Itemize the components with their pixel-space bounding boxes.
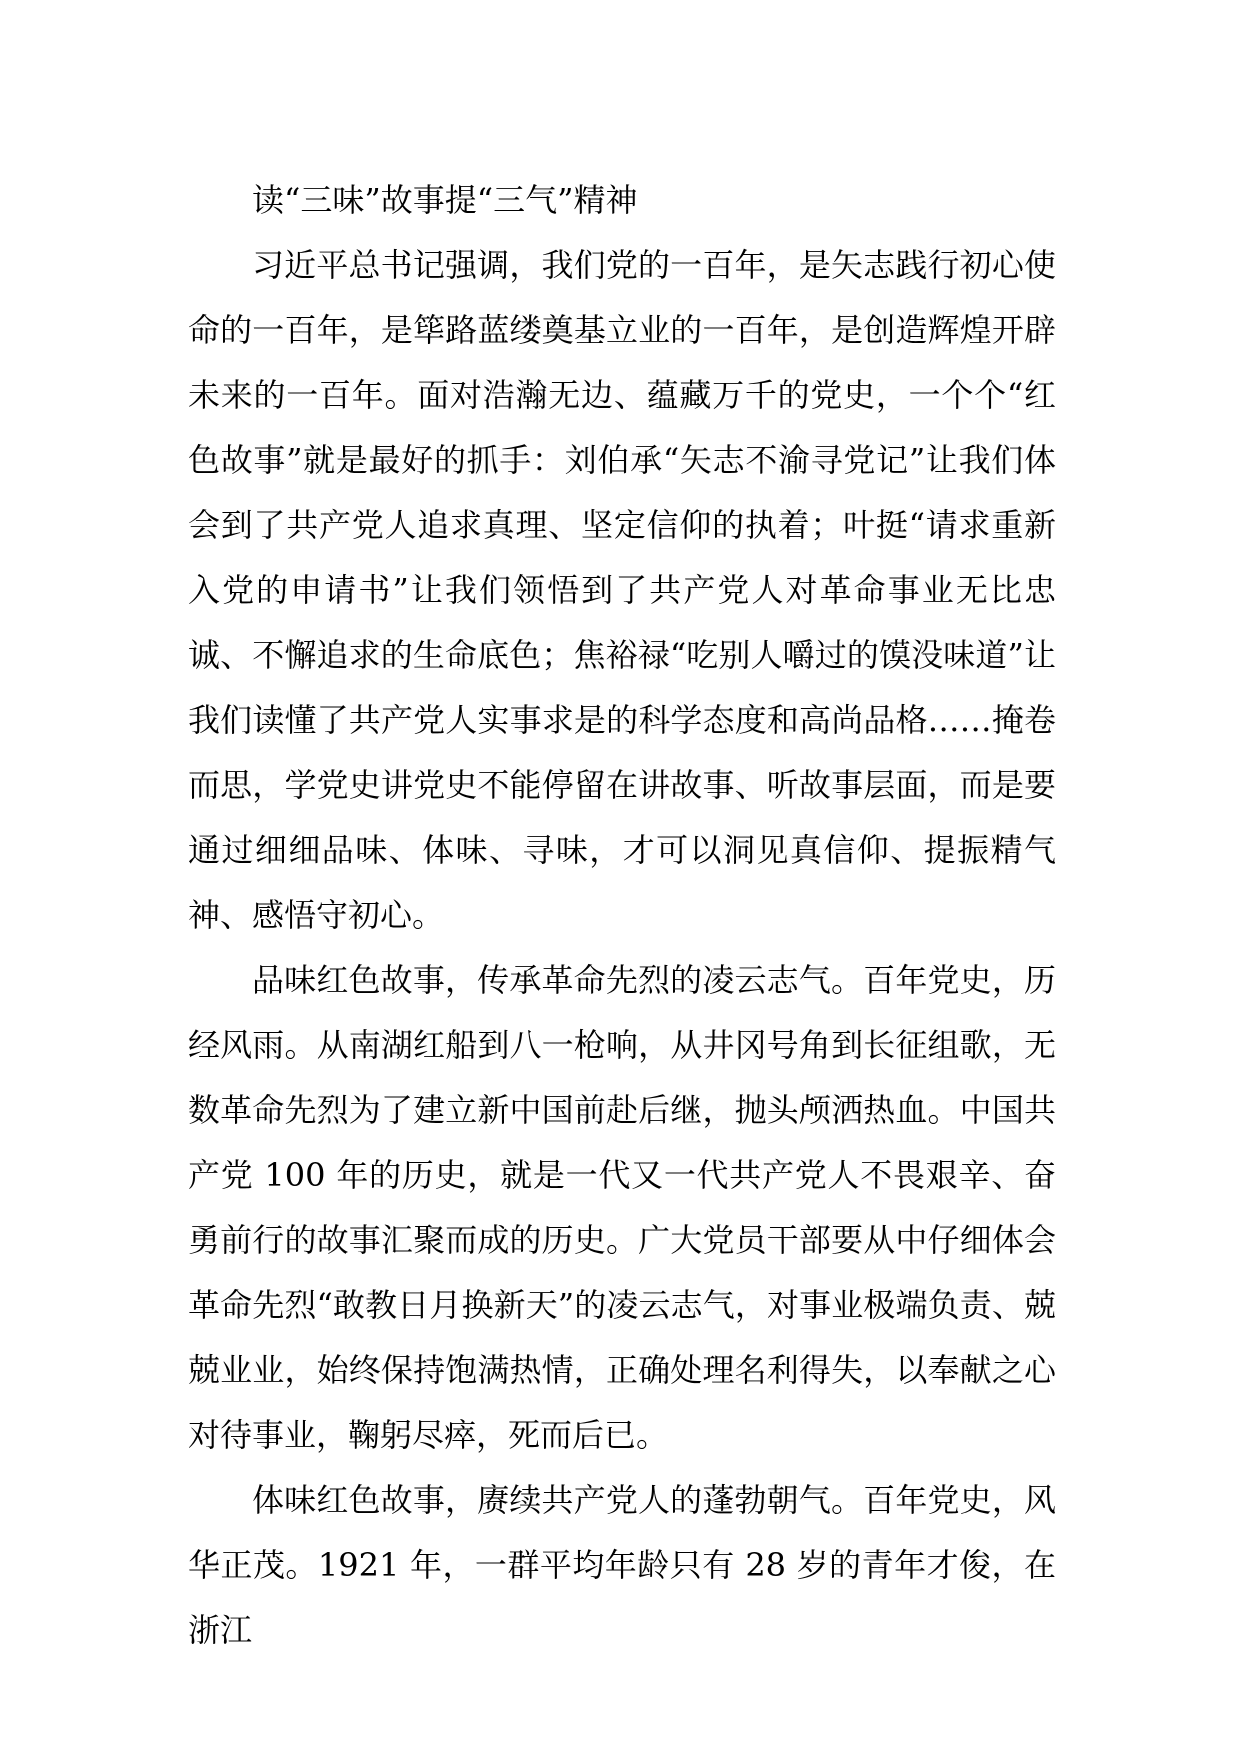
document-body [188, 168, 1056, 1663]
document-title: 读“三味”故事提“三气”精神 [252, 181, 638, 219]
paragraph-intro: 习近平总书记强调，我们党的一百年，是矢志践行初心使命的一百年，是筚路蓝缕奠基立业的一百年，是创造辉煌开辟未来的一百年。面对浩瀚无边、蕴藏万千的党史，一个个“红色故事”就是最好的抓手：刘伯承“矢志不渝寻党记”让我们体会到了共产党人追求真理、坚定信仰的执着；叶挺“请求重新入党的申请书”让我们领悟到了共产党人对革命事业无比忠诚、不懈追求的生命底色；焦裕禄“吃别人嚼过的馍没味道”让我们读懂了共产党人实事求是的科学态度和高尚品格……掩卷而思，学党史讲党史不能停留在讲故事、听故事层面，而是要通过细细品味、体味、寻味，才可以洞见真信仰、提振精气神、感悟守初心。 [188, 246, 1056, 934]
paragraph-savor: 品味红色故事，传承革命先烈的凌云志气。百年党史，历经风雨。从南湖红船到八一枪响，从井冈号角到长征组歌，无数革命先烈为了建立新中国前赴后继，抛头颅洒热血。中国共产党 100 年的历史，就是一代又一代共产党人不畏艰辛、奋勇前行的故事汇聚而成的历史。广大党员干部要从中仔细体会革命先烈“敢教日月换新天”的凌云志气，对事业极端负责、兢兢业业，始终保持饱满热情，正确处理名利得失，以奉献之心对待事业，鞠躬尽瘁，死而后已。 [188, 961, 1056, 1454]
paragraph-experience: 体味红色故事，赓续共产党人的蓬勃朝气。百年党史，风华正茂。1921 年，一群平均年龄只有 28 岁的青年才俊，在浙江 [188, 1481, 1056, 1649]
